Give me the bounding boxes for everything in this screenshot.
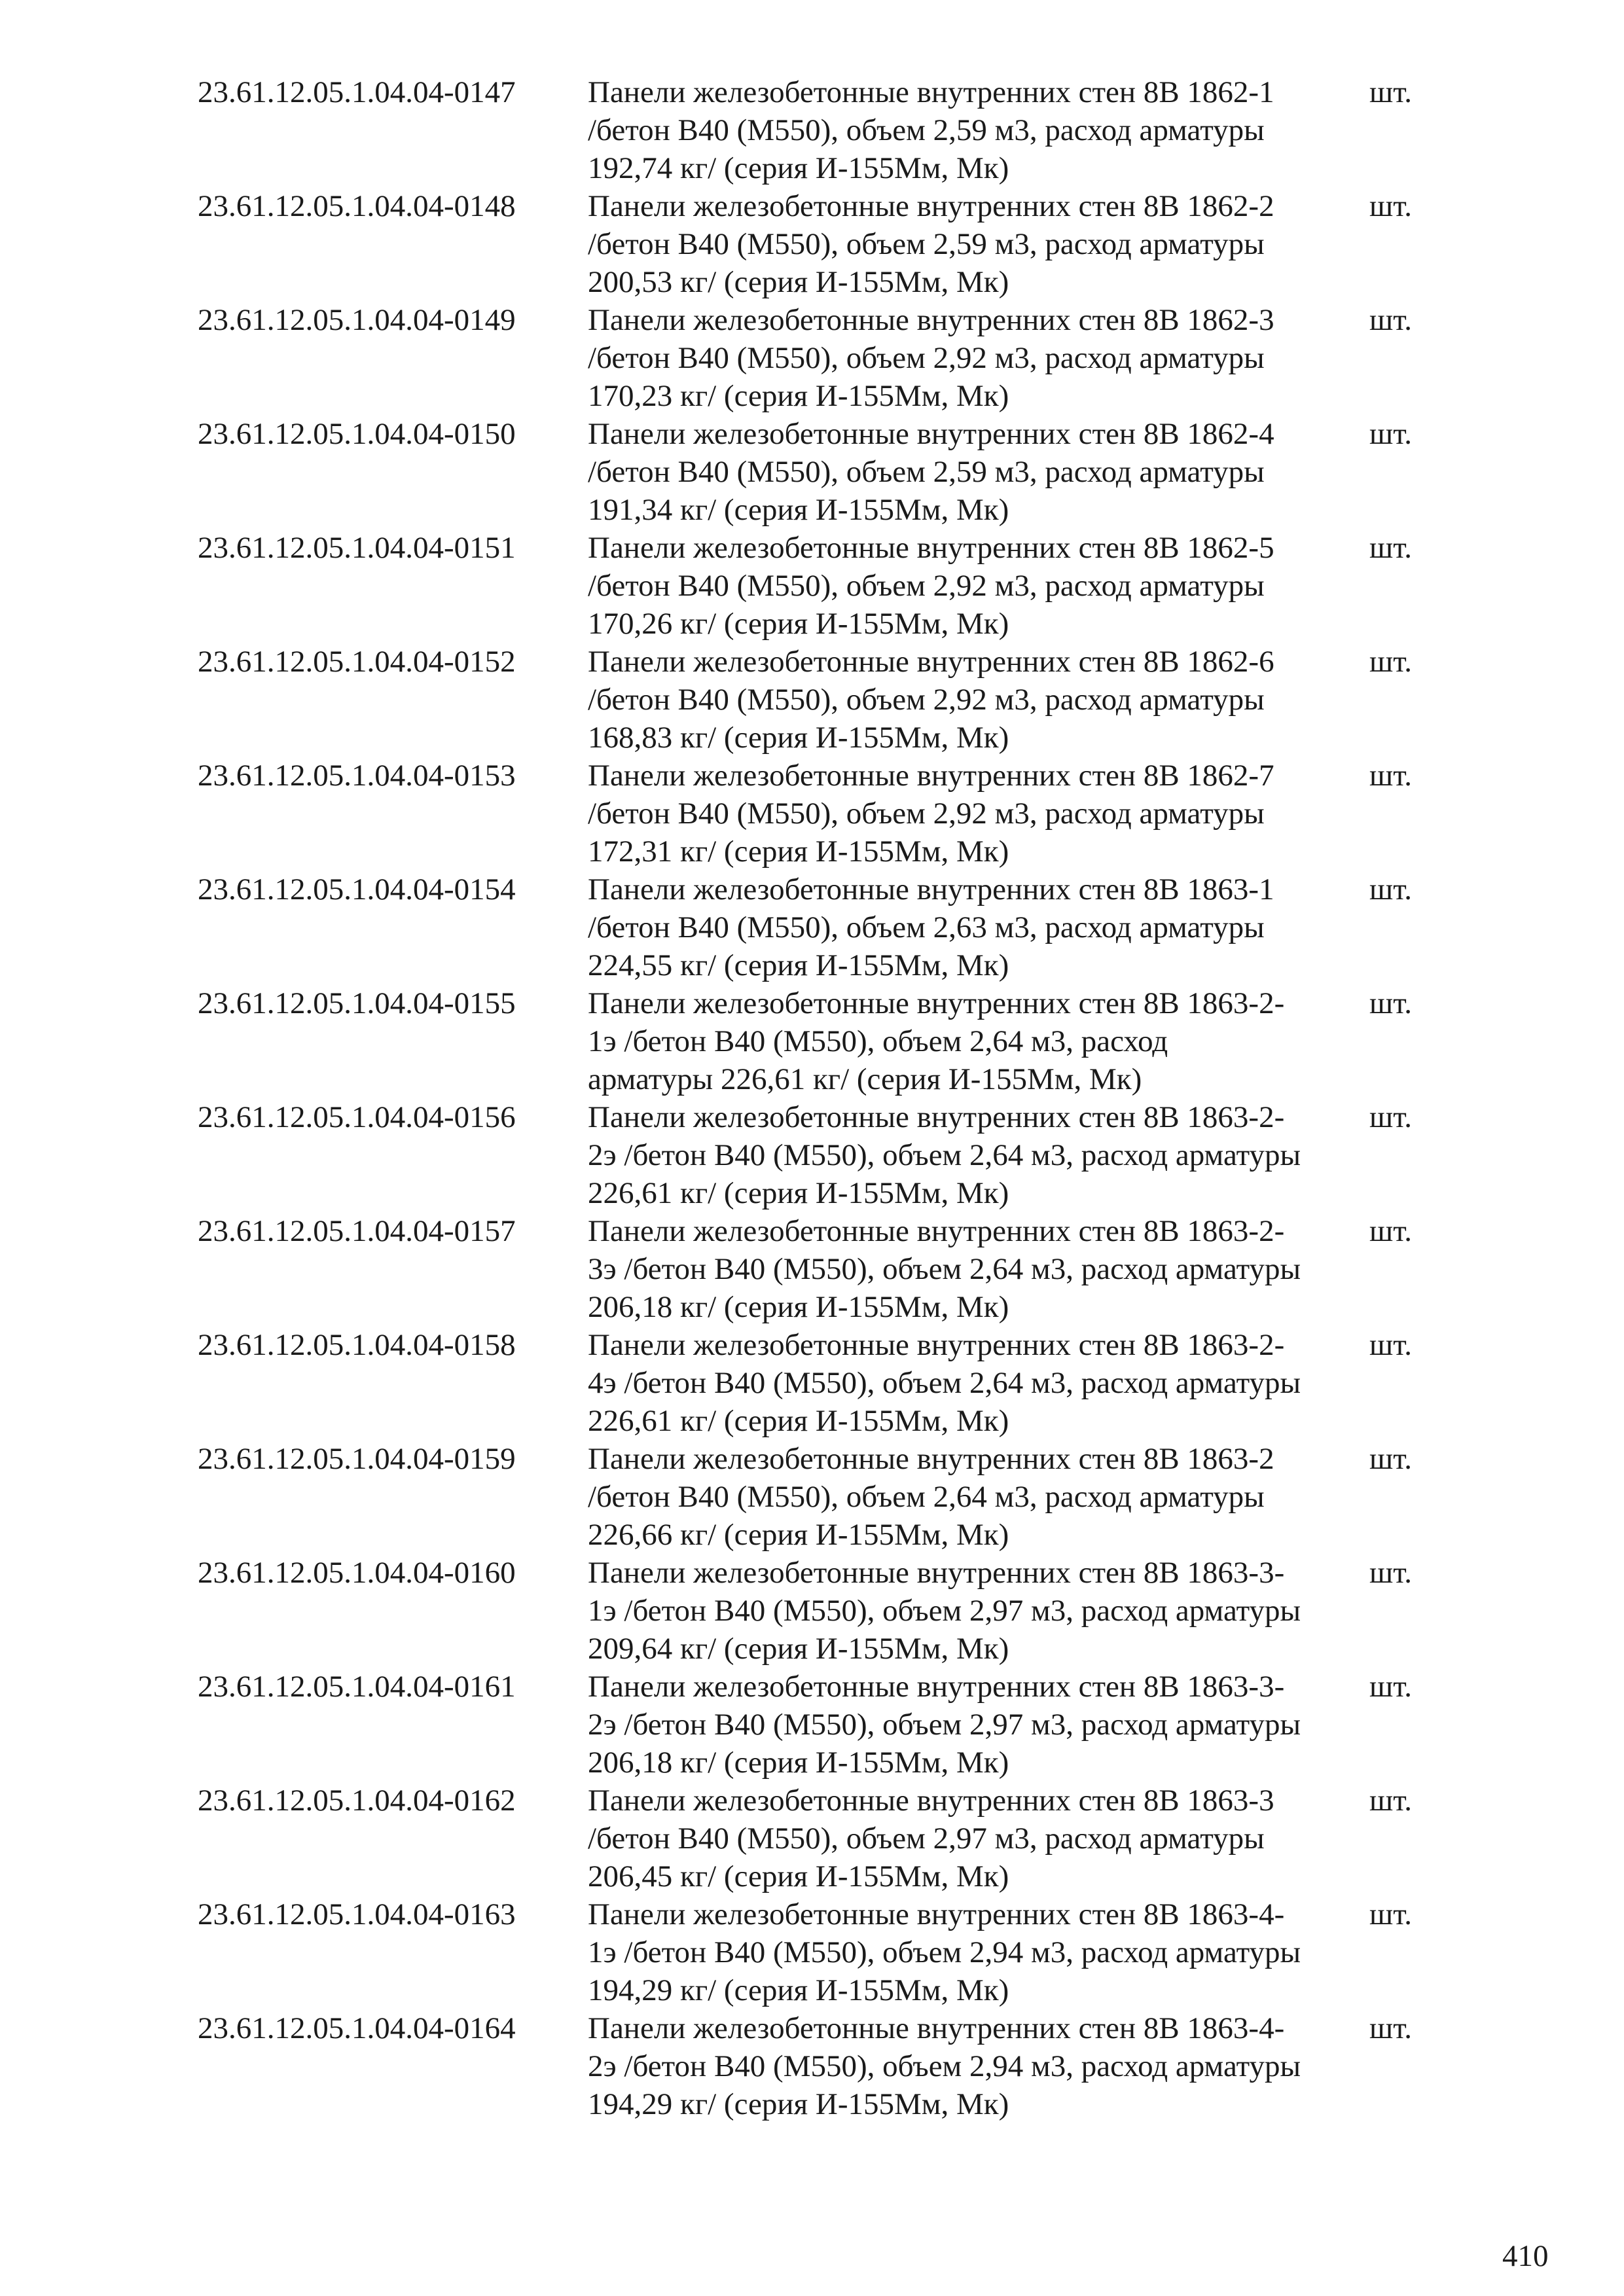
table-row (0, 1895, 1624, 2009)
description-line: Панели железобетонные внутренних стен 8В 1862-1 (588, 75, 1274, 109)
resource-code: 23.61.12.05.1.04.04-0157 (198, 1214, 516, 1248)
unit-of-measure: шт. (1369, 1670, 1412, 1704)
resource-description (588, 1098, 1373, 1212)
description-line: Панели железобетонные внутренних стен 8В 1863-2- (588, 1214, 1285, 1248)
description-line: 168,83 кг/ (серия И-155Мм, Мк) (588, 721, 1009, 755)
description-line: Панели железобетонные внутренних стен 8В 1862-6 (588, 645, 1274, 679)
description-line: 1э /бетон В40 (М550), объем 2,97 м3, расход арматуры (588, 1594, 1301, 1628)
description-line: 170,26 кг/ (серия И-155Мм, Мк) (588, 607, 1009, 641)
description-line: Панели железобетонные внутренних стен 8В 1862-4 (588, 417, 1274, 451)
description-line: /бетон В40 (М550), объем 2,59 м3, расход арматуры (588, 455, 1265, 489)
table-row (0, 187, 1624, 301)
description-line: Панели железобетонные внутренних стен 8В 1862-7 (588, 759, 1274, 793)
resource-code: 23.61.12.05.1.04.04-0149 (198, 303, 516, 337)
description-line: 206,45 кг/ (серия И-155Мм, Мк) (588, 1859, 1009, 1893)
resource-code: 23.61.12.05.1.04.04-0164 (198, 2011, 516, 2045)
table-row (0, 1782, 1624, 1895)
description-line: 191,34 кг/ (серия И-155Мм, Мк) (588, 493, 1009, 527)
description-line: Панели железобетонные внутренних стен 8В 1863-3- (588, 1670, 1285, 1704)
resource-description (588, 529, 1373, 643)
table-row (0, 643, 1624, 757)
description-line: 2э /бетон В40 (М550), объем 2,64 м3, расход арматуры (588, 1138, 1301, 1172)
resource-description (588, 73, 1373, 187)
description-line: 170,23 кг/ (серия И-155Мм, Мк) (588, 379, 1009, 413)
unit-of-measure: шт. (1369, 303, 1412, 337)
description-line: Панели железобетонные внутренних стен 8В 1863-4- (588, 2011, 1285, 2045)
unit-of-measure: шт. (1369, 1328, 1412, 1362)
table-row (0, 1554, 1624, 1668)
page-number: 410 (1502, 2239, 1549, 2273)
description-line: Панели железобетонные внутренних стен 8В 1863-2- (588, 1328, 1285, 1362)
resource-code: 23.61.12.05.1.04.04-0154 (198, 872, 516, 906)
unit-of-measure: шт. (1369, 75, 1412, 109)
table-row (0, 1440, 1624, 1554)
description-line: 1э /бетон В40 (М550), объем 2,94 м3, расход арматуры (588, 1935, 1301, 1969)
unit-of-measure: шт. (1369, 986, 1412, 1020)
resource-description (588, 1440, 1373, 1554)
table-row (0, 301, 1624, 415)
unit-of-measure: шт. (1369, 531, 1412, 565)
table-row (0, 984, 1624, 1098)
unit-of-measure: шт. (1369, 872, 1412, 906)
unit-of-measure: шт. (1369, 1897, 1412, 1931)
description-line: Панели железобетонные внутренних стен 8В 1862-5 (588, 531, 1274, 565)
resource-description (588, 301, 1373, 415)
description-line: Панели железобетонные внутренних стен 8В 1863-2 (588, 1442, 1274, 1476)
description-line: 226,61 кг/ (серия И-155Мм, Мк) (588, 1404, 1009, 1438)
resource-table (0, 73, 1624, 2123)
resource-description (588, 1212, 1373, 1326)
resource-description (588, 1326, 1373, 1440)
description-line: Панели железобетонные внутренних стен 8В 1862-2 (588, 189, 1274, 223)
description-line: 194,29 кг/ (серия И-155Мм, Мк) (588, 1973, 1009, 2007)
unit-of-measure: шт. (1369, 189, 1412, 223)
table-row (0, 757, 1624, 870)
description-line: 224,55 кг/ (серия И-155Мм, Мк) (588, 948, 1009, 982)
resource-code: 23.61.12.05.1.04.04-0159 (198, 1442, 516, 1476)
resource-description (588, 415, 1373, 529)
resource-code: 23.61.12.05.1.04.04-0156 (198, 1100, 516, 1134)
table-row (0, 870, 1624, 984)
resource-code: 23.61.12.05.1.04.04-0163 (198, 1897, 516, 1931)
description-line: 194,29 кг/ (серия И-155Мм, Мк) (588, 2087, 1009, 2121)
description-line: /бетон В40 (М550), объем 2,59 м3, расход арматуры (588, 227, 1265, 261)
description-line: 3э /бетон В40 (М550), объем 2,64 м3, расход арматуры (588, 1252, 1301, 1286)
unit-of-measure: шт. (1369, 759, 1412, 793)
description-line: Панели железобетонные внутренних стен 8В 1863-2- (588, 1100, 1285, 1134)
description-line: 226,66 кг/ (серия И-155Мм, Мк) (588, 1518, 1009, 1552)
resource-code: 23.61.12.05.1.04.04-0148 (198, 189, 516, 223)
resource-code: 23.61.12.05.1.04.04-0155 (198, 986, 516, 1020)
description-line: арматуры 226,61 кг/ (серия И-155Мм, Мк) (588, 1062, 1142, 1096)
unit-of-measure: шт. (1369, 645, 1412, 679)
description-line: 192,74 кг/ (серия И-155Мм, Мк) (588, 151, 1009, 185)
description-line: 4э /бетон В40 (М550), объем 2,64 м3, расход арматуры (588, 1366, 1301, 1400)
description-line: Панели железобетонные внутренних стен 8В 1863-4- (588, 1897, 1285, 1931)
description-line: 226,61 кг/ (серия И-155Мм, Мк) (588, 1176, 1009, 1210)
description-line: /бетон В40 (М550), объем 2,92 м3, расход арматуры (588, 569, 1265, 603)
resource-description (588, 1782, 1373, 1895)
description-line: /бетон В40 (М550), объем 2,63 м3, расход арматуры (588, 910, 1265, 944)
resource-description (588, 984, 1373, 1098)
table-row (0, 415, 1624, 529)
table-row (0, 1212, 1624, 1326)
description-line: 2э /бетон В40 (М550), объем 2,97 м3, расход арматуры (588, 1708, 1301, 1742)
description-line: /бетон В40 (М550), объем 2,97 м3, расход арматуры (588, 1821, 1265, 1856)
resource-description (588, 870, 1373, 984)
description-line: Панели железобетонные внутренних стен 8В 1863-3 (588, 1784, 1274, 1818)
unit-of-measure: шт. (1369, 417, 1412, 451)
description-line: 200,53 кг/ (серия И-155Мм, Мк) (588, 265, 1009, 299)
resource-description (588, 1554, 1373, 1668)
description-line: 206,18 кг/ (серия И-155Мм, Мк) (588, 1290, 1009, 1324)
resource-description (588, 2009, 1373, 2123)
table-row (0, 1098, 1624, 1212)
unit-of-measure: шт. (1369, 2011, 1412, 2045)
description-line: /бетон В40 (М550), объем 2,59 м3, расход арматуры (588, 113, 1265, 147)
unit-of-measure: шт. (1369, 1784, 1412, 1818)
table-row (0, 1668, 1624, 1782)
resource-code: 23.61.12.05.1.04.04-0161 (198, 1670, 516, 1704)
table-row (0, 73, 1624, 187)
description-line: /бетон В40 (М550), объем 2,64 м3, расход арматуры (588, 1480, 1265, 1514)
resource-description (588, 1895, 1373, 2009)
description-line: 172,31 кг/ (серия И-155Мм, Мк) (588, 834, 1009, 869)
description-line: 209,64 кг/ (серия И-155Мм, Мк) (588, 1632, 1009, 1666)
resource-description (588, 757, 1373, 870)
description-line: 2э /бетон В40 (М550), объем 2,94 м3, расход арматуры (588, 2049, 1301, 2083)
description-line: /бетон В40 (М550), объем 2,92 м3, расход арматуры (588, 341, 1265, 375)
resource-code: 23.61.12.05.1.04.04-0158 (198, 1328, 516, 1362)
description-line: Панели железобетонные внутренних стен 8В 1863-3- (588, 1556, 1285, 1590)
description-line: /бетон В40 (М550), объем 2,92 м3, расход арматуры (588, 683, 1265, 717)
resource-code: 23.61.12.05.1.04.04-0160 (198, 1556, 516, 1590)
unit-of-measure: шт. (1369, 1100, 1412, 1134)
resource-description (588, 643, 1373, 757)
description-line: /бетон В40 (М550), объем 2,92 м3, расход арматуры (588, 797, 1265, 831)
unit-of-measure: шт. (1369, 1556, 1412, 1590)
resource-code: 23.61.12.05.1.04.04-0150 (198, 417, 516, 451)
table-row (0, 529, 1624, 643)
resource-description (588, 187, 1373, 301)
description-line: Панели железобетонные внутренних стен 8В 1863-2- (588, 986, 1285, 1020)
unit-of-measure: шт. (1369, 1442, 1412, 1476)
resource-code: 23.61.12.05.1.04.04-0162 (198, 1784, 516, 1818)
resource-code: 23.61.12.05.1.04.04-0153 (198, 759, 516, 793)
table-row (0, 2009, 1624, 2123)
unit-of-measure: шт. (1369, 1214, 1412, 1248)
description-line: Панели железобетонные внутренних стен 8В 1863-1 (588, 872, 1274, 906)
description-line: Панели железобетонные внутренних стен 8В 1862-3 (588, 303, 1274, 337)
resource-code: 23.61.12.05.1.04.04-0151 (198, 531, 516, 565)
resource-description (588, 1668, 1373, 1782)
description-line: 1э /бетон В40 (М550), объем 2,64 м3, расход (588, 1024, 1168, 1058)
table-row (0, 1326, 1624, 1440)
resource-code: 23.61.12.05.1.04.04-0147 (198, 75, 516, 109)
description-line: 206,18 кг/ (серия И-155Мм, Мк) (588, 1746, 1009, 1780)
resource-code: 23.61.12.05.1.04.04-0152 (198, 645, 516, 679)
